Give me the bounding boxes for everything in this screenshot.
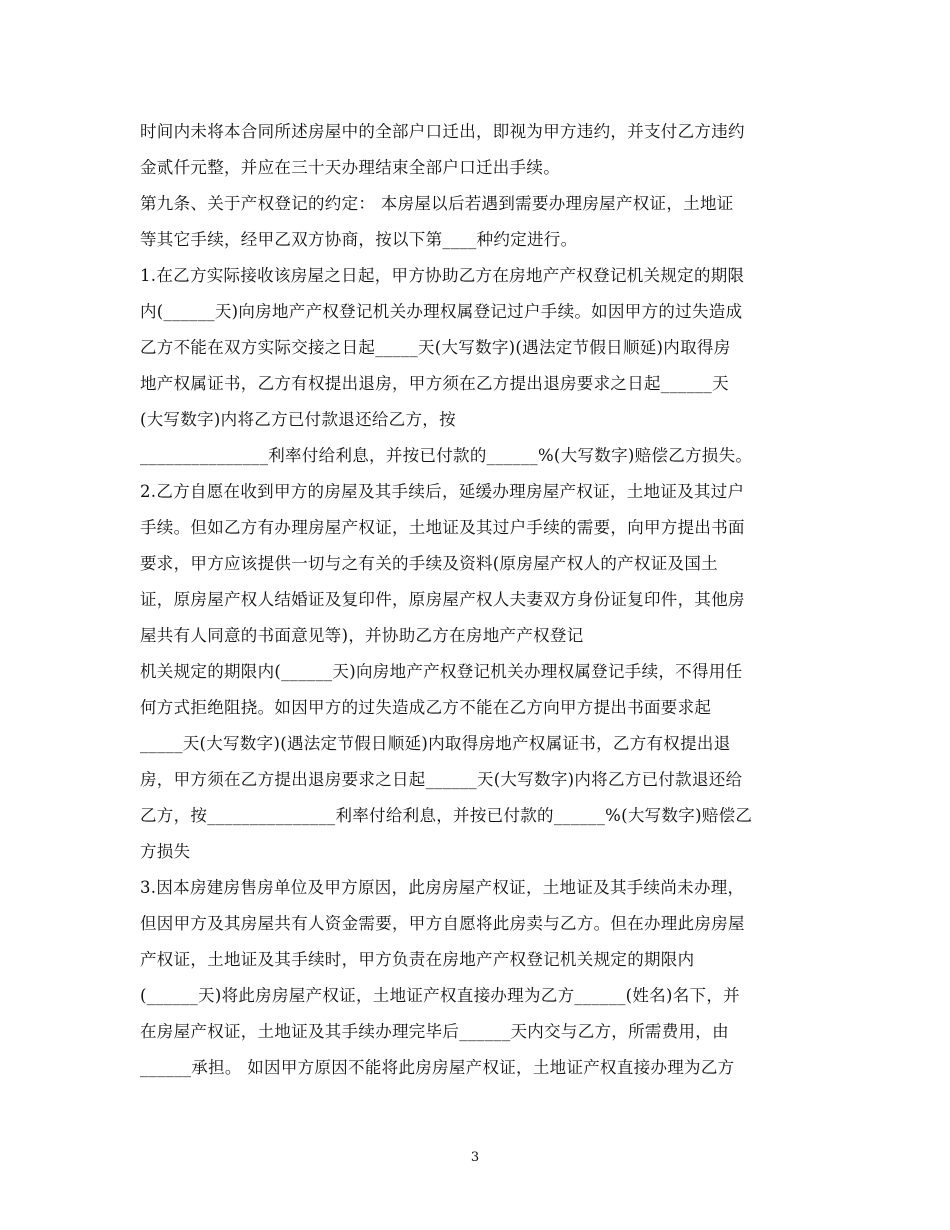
text-line: 何方式拒绝阻挠。如因甲方的过失造成乙方不能在乙方向甲方提出书面要求起: [140, 698, 712, 717]
text-line: 在房屋产权证，土地证及其手续办理完毕后______天内交与乙方，所需费用，由: [140, 1022, 729, 1041]
text-line: 内(______天)向房地产产权登记机关办理权属登记过户手续。如因甲方的过失造成: [140, 302, 743, 321]
text-line: _______________利率付给利息，并按已付款的______%(大写数字)赔偿乙方损失。: [140, 446, 753, 465]
text-line: _____天(大写数字)(遇法定节假日顺延)内取得房地产权属证书，乙方有权提出退: [140, 734, 731, 753]
text-line: 方损失: [140, 842, 191, 861]
text-line: 第九条、关于产权登记的约定： 本房屋以后若遇到需要办理房屋产权证，土地证: [140, 194, 734, 213]
text-line: (______天)将此房房屋产权证，土地证产权直接办理为乙方______(姓名)名下，并: [140, 986, 740, 1005]
text-line: 地产权属证书，乙方有权提出退房，甲方须在乙方提出退房要求之日起______天: [140, 374, 729, 393]
text-line: 但因甲方及其房屋共有人资金需要，甲方自愿将此房卖与乙方。但在办理此房房屋: [140, 914, 745, 933]
text-line: 证，原房屋产权人结婚证及复印件，原房屋产权人夫妻双方身份证复印件，其他房: [140, 590, 745, 609]
text-line: ______承担。 如因甲方原因不能将此房房屋产权证，土地证产权直接办理为乙方: [140, 1058, 735, 1077]
text-line: 屋共有人同意的书面意见等)，并协助乙方在房地产产权登记: [140, 626, 584, 645]
text-line: 乙方不能在双方实际交接之日起_____天(大写数字)(遇法定节假日顺延)内取得房: [140, 338, 731, 357]
text-line: 要求，甲方应该提供一切与之有关的手续及资料(原房屋产权人的产权证及国土: [140, 554, 718, 573]
text-line: (大写数字)内将乙方已付款退还给乙方，按: [140, 410, 456, 429]
text-line: 房，甲方须在乙方提出退房要求之日起______天(大写数字)内将乙方已付款退还给: [140, 770, 743, 789]
text-line: 时间内未将本合同所述房屋中的全部户口迁出，即视为甲方违约，并支付乙方违约: [140, 122, 745, 141]
text-line: 1.在乙方实际接收该房屋之日起，甲方协助乙方在房地产产权登记机关规定的期限: [140, 266, 745, 285]
text-line: 等其它手续，经甲乙双方协商，按以下第____种约定进行。: [140, 230, 578, 249]
text-line: 金贰仟元整，并应在三十天办理结束全部户口迁出手续。: [140, 158, 560, 177]
text-line: 产权证，土地证及其手续时，甲方负责在房地产产权登记机关规定的期限内: [140, 950, 695, 969]
text-line: 乙方，按_______________利率付给利息，并按已付款的______%(大写数字)赔偿乙: [140, 806, 753, 825]
text-line: 手续。但如乙方有办理房屋产权证，土地证及其过户手续的需要，向甲方提出书面: [140, 518, 745, 537]
text-line: 2.乙方自愿在收到甲方的房屋及其手续后，延缓办理房屋产权证，土地证及其过户: [140, 482, 745, 501]
page-number: 3: [470, 1150, 480, 1165]
text-line: 机关规定的期限内(______天)向房地产产权登记机关办理权属登记手续，不得用任: [140, 662, 743, 681]
text-line: 3.因本房建房售房单位及甲方原因，此房房屋产权证，土地证及其手续尚未办理，: [140, 878, 745, 897]
